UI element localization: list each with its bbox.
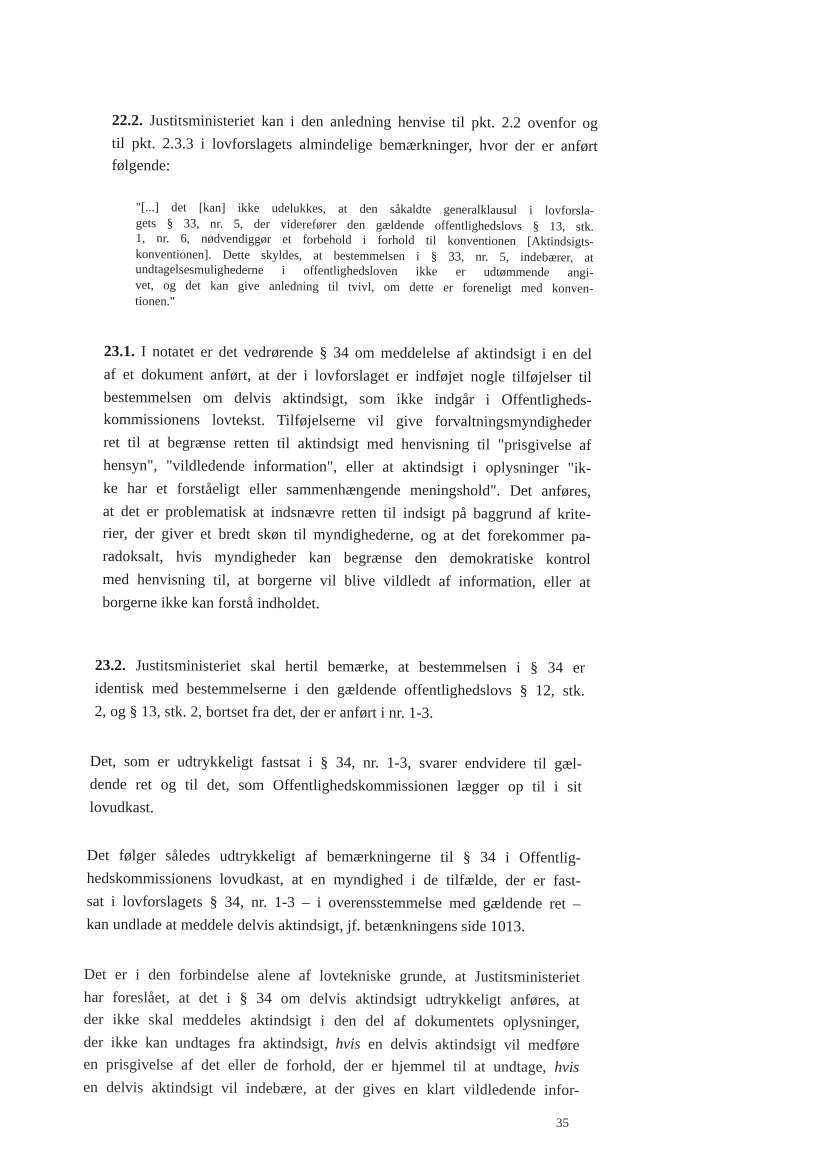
paragraph-22-2 [112,110,598,181]
emphasis-hvis: hvis [335,1035,361,1053]
paragraph-line: har foreslået, at det i § 34 om delvis aktindsigt udtrykkeligt anføres, at [83,988,580,1009]
paragraph-line: ke har et forståeligt eller sammenhængende meningshold". Det anføres, [103,479,592,500]
paragraph-line: 22.2. Justitsministeriet kan i den anledning henvise til pkt. 2.2 ovenfor og [111,111,598,132]
quote-line: vet, og det kan give anledning til tvivl, om dette er foreneligt med konven- [135,277,594,296]
paragraph-line: til pkt. 2.3.3 i lovforslagets almindelige bemærkninger, hvor der er anført [111,134,598,155]
paragraph-line: der ikke skal meddeles aktindsigt i den del af dokumentets oplysninger, [83,1011,580,1032]
paragraph-line: bestemmelsen om delvis aktindsigt, som ikke indgår i Offentligheds- [103,388,592,409]
paragraph-line: Det, som er udtrykkeligt fastsat i § 34, nr. 1-3, svarer endvidere til gæl- [89,752,582,773]
paragraph-line: identisk med bestemmelserne i den gældende offentlighedslovs § 12, stk. [94,679,585,700]
paragraph-line: hedskommissionens lovudkast, at en myndighed i de tilfælde, der er fast- [86,869,581,890]
paragraph-det-som [90,750,582,822]
quote-line: undtagelsesmulighederne i offentlighedsloven ikke er udtømmende angi- [135,262,594,280]
quote-line: 1, nr. 6, nødvendiggør et forbehold i forhold til konventionen [Aktindsigts- [135,231,594,249]
paragraph-line: ret til at begrænse retten til aktindsigt med henvisning til "prisgivelse af [103,434,592,455]
block-quote [135,200,594,313]
paragraph-line: lovudkast. [89,798,154,817]
paragraph-line: en prisgivelse af det eller de forhold, der er hjemmel til at undtage, hvis [83,1056,580,1077]
quote-line: konventionen]. Dette skyldes, at bestemmelsen i § 33, nr. 5, indebærer, at [135,246,594,265]
paragraph-line: radoksalt, hvis myndigheder kan begrænse den demokratiske kontrol [102,548,591,569]
quote-line: "[...] det [kan] ikke udelukkes, at den såkaldte generalklausul i lovforsla- [135,200,594,218]
paragraph-line: at det er problematisk at indsnævre retten til indsigt på baggrund af krite- [102,502,592,523]
paragraph-line: rier, der giver et bredt skøn til myndighederne, og at det forekommer pa- [102,525,591,546]
paragraph-line: med henvisning til, at borgerne vil blive vildledt af information, eller at [102,570,591,591]
paragraph-line: af et dokument anført, at der i lovforslaget er indføjet nogle tilføjelser til [103,365,592,386]
paragraph-line: Det er i den forbindelse alene af lovtekniske grunde, at Justitsministeriet [83,965,580,987]
paragraph-line: borgerne ikke kan forstå indholdet. [102,593,320,613]
paragraph-line: en delvis aktindsigt vil indebære, at der gives en klart vildledende infor- [83,1078,580,1099]
quote-line: tionen." [135,293,176,308]
paragraph-23-2 [95,654,585,726]
paragraph-det-foelger [87,844,581,939]
section-number: 23.1. [103,342,136,361]
paragraph-line: kan undlade at meddele delvis aktindsigt, jf. betænkningens side 1013. [86,915,526,936]
paragraph-line: sat i lovforslagets § 34, nr. 1-3 – i overensstemmelse med gældende ret – [86,892,581,913]
section-number: 23.2. [94,656,127,675]
paragraph-det-er [83,964,580,1103]
section-number: 22.2. [111,111,144,130]
paragraph-line: 23.2. Justitsministeriet skal hertil bemærke, at bestemmelsen i § 34 er [94,656,585,677]
paragraph-line: kommissionens lovtekst. Tilføjelserne vil give forvaltningsmyndigheder [103,411,592,432]
paragraph-line: der ikke kan undtages fra aktindsigt, hvis en delvis aktindsigt vil medføre [83,1033,580,1054]
paragraph-line: følgende: [111,157,171,175]
paragraph-line: Det følger således udtrykkeligt af bemærkningerne til § 34 i Offentlig- [86,846,581,867]
paragraph-line: 2, og § 13, stk. 2, bortset fra det, der er anført i nr. 1-3. [94,702,434,722]
paragraph-line: hensyn", "vildledende information", eller at aktindsigt i oplysninger "ik- [103,456,592,477]
page-number: 35 [556,1115,569,1130]
paragraph-line: dende ret og til det, som Offentlighedskommissionen lægger op til i sit [89,775,582,796]
paragraph-line: 23.1. I notatet er det vedrørende § 34 om meddelelse af aktindsigt i en del [103,342,592,363]
quote-line: gets § 33, nr. 5, der viderefører den gældende offentlighedslovs § 13, stk. [135,215,594,234]
paragraph-23-1 [102,341,592,618]
emphasis-hvis: hvis [554,1059,580,1077]
